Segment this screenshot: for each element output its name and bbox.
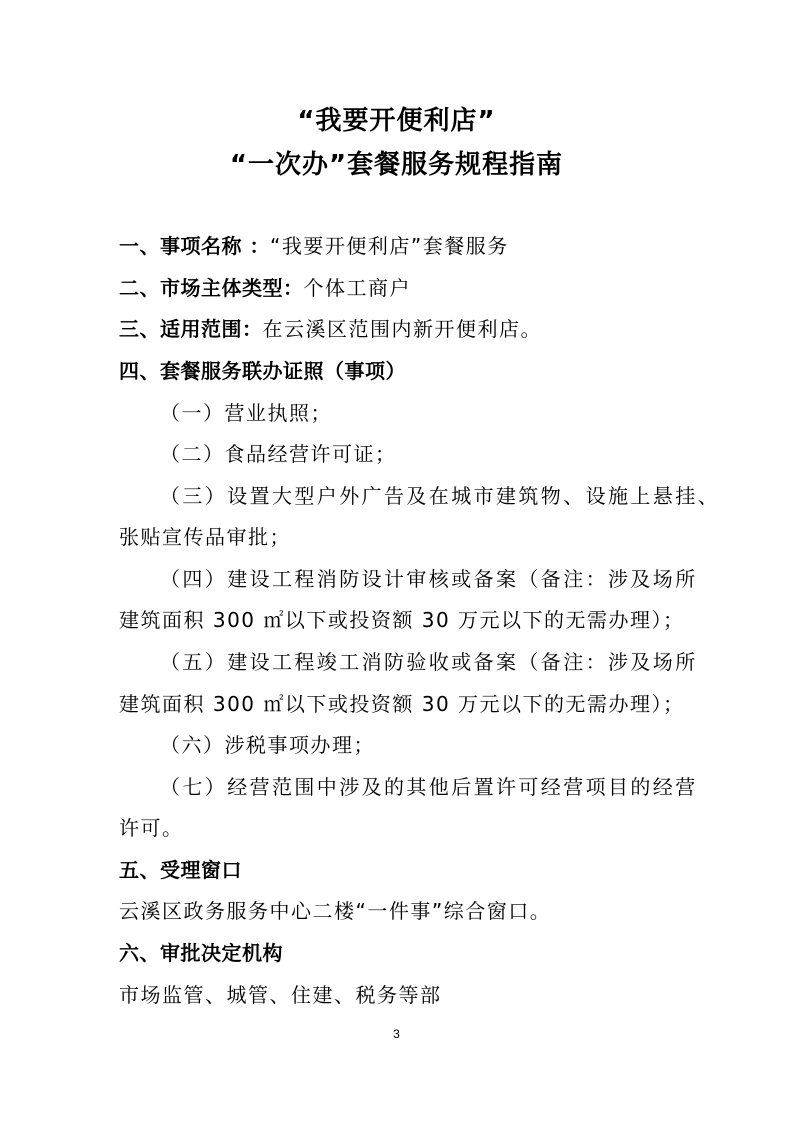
list-item: （三）设置大型户外广告及在城市建筑物、设施上悬挂、 bbox=[160, 484, 720, 508]
section-heading: 一、事项名称 ： bbox=[119, 234, 270, 258]
list-item: （五）建设工程竣工消防验收或备案（备注：涉及场所 bbox=[160, 650, 698, 674]
section-heading: 六、审批决定机构 bbox=[119, 941, 283, 965]
list-item-continuation: 张贴宣传品审批； bbox=[119, 525, 291, 549]
list-item: （七）经营范围中涉及的其他后置许可经营项目的经营 bbox=[160, 775, 698, 799]
section-entity-type bbox=[119, 272, 411, 301]
list-item: （六）涉税事项办理； bbox=[160, 733, 375, 757]
list-item-continuation: 建筑面积 300 ㎡以下或投资额 30 万元以下的无需办理）； bbox=[119, 692, 685, 716]
list-item: （一）营业执照； bbox=[160, 401, 332, 425]
section-text: 市场监管、城管、住建、税务等部 bbox=[119, 983, 442, 1007]
section-heading: 四、套餐服务联办证照（事项） bbox=[119, 359, 406, 383]
section-heading: 二、市场主体类型： bbox=[119, 276, 304, 300]
document-title-line-2: “一次办”套餐服务规程指南 bbox=[229, 150, 564, 180]
section-text: “我要开便利店”套餐服务 bbox=[269, 234, 509, 258]
page-number: 3 bbox=[393, 1027, 400, 1041]
list-item: （二）食品经营许可证； bbox=[160, 442, 397, 466]
document-title-line-1: “我要开便利店” bbox=[297, 106, 496, 136]
list-item-continuation: 许可。 bbox=[119, 816, 184, 840]
section-heading: 五、受理窗口 bbox=[119, 858, 242, 882]
list-item-continuation: 建筑面积 300 ㎡以下或投资额 30 万元以下的无需办理）； bbox=[119, 608, 685, 632]
section-text: 云溪区政务服务中心二楼“一件事”综合窗口。 bbox=[119, 899, 552, 923]
section-heading: 三、适用范围： bbox=[119, 317, 263, 341]
section-text: 个体工商户 bbox=[303, 276, 411, 300]
list-item: （四）建设工程消防设计审核或备案（备注：涉及场所 bbox=[160, 567, 698, 591]
section-text: 在云溪区范围内新开便利店。 bbox=[262, 317, 542, 341]
section-scope bbox=[119, 313, 542, 342]
section-item-name bbox=[119, 230, 509, 259]
